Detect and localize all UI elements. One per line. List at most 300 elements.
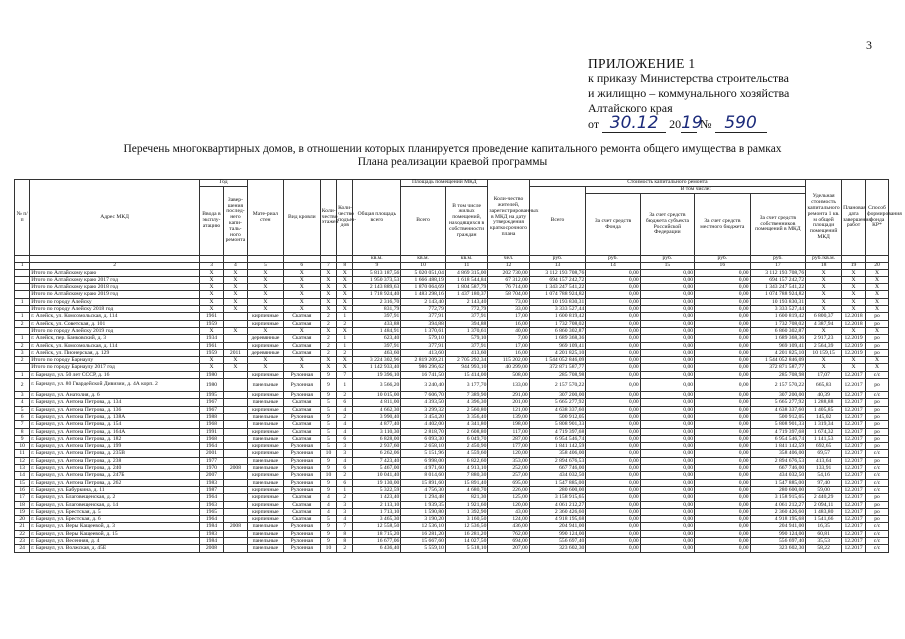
- cell: 0,00: [640, 269, 694, 276]
- cell: 3 177,70: [445, 379, 487, 392]
- cell: X: [223, 298, 247, 305]
- col-index: 12: [488, 262, 529, 269]
- cell: 0,00: [640, 465, 694, 472]
- cell: [223, 342, 247, 349]
- cell: X: [200, 269, 224, 276]
- cell: 4 387,94: [806, 320, 842, 327]
- cell: 0,00: [640, 357, 694, 364]
- row-address: Итого по городу Алейску 2019 год: [30, 327, 200, 334]
- cell: 9: [320, 523, 336, 530]
- cell: X: [223, 276, 247, 283]
- cell: 204 941,00: [750, 523, 806, 530]
- cell: 0,00: [695, 508, 751, 515]
- cell: X: [866, 291, 889, 298]
- row-number: 10: [15, 443, 30, 450]
- cell: 0,00: [640, 413, 694, 420]
- cell: 0,00: [586, 421, 640, 428]
- cell: [223, 508, 247, 515]
- cell: 60,81: [806, 530, 842, 537]
- appendix-line-3: Алтайского края: [588, 101, 673, 115]
- row-address: г. Барнаул, ул. Брестская, д. 6: [30, 516, 200, 523]
- cell: ро: [866, 443, 889, 450]
- cell: 0,00: [586, 371, 640, 378]
- cell: 5 665 277,92: [750, 399, 806, 406]
- col-index: 2: [30, 262, 200, 269]
- cell: Скатная: [283, 435, 320, 442]
- cell: 10: [320, 545, 336, 552]
- row-number: 15: [15, 479, 30, 486]
- table-row: [15, 413, 889, 420]
- row-number: 2: [15, 320, 30, 327]
- cell: 4 918 195,68: [529, 516, 586, 523]
- cell: 0,00: [586, 486, 640, 493]
- cell: ро: [866, 413, 889, 420]
- cell: [223, 545, 247, 552]
- cell: 1 484,91: [353, 327, 401, 334]
- cell: 16,00: [488, 320, 529, 327]
- cell: 397,91: [353, 313, 401, 320]
- row-address: г. Алейск, ул. Комсомольская, д. 114: [30, 313, 200, 320]
- cell: 0,00: [586, 276, 640, 283]
- cell: X: [200, 364, 224, 371]
- cell: 2: [337, 392, 353, 399]
- cell: 6 093,30: [401, 435, 446, 442]
- cell: Скатная: [283, 494, 320, 501]
- cell: 0,00: [586, 313, 640, 320]
- cell: 33,00: [488, 306, 529, 313]
- cell: Рулонная: [283, 486, 320, 493]
- cell: X: [337, 291, 353, 298]
- row-number: 4: [15, 399, 30, 406]
- cell: 0,00: [586, 342, 640, 349]
- cell: 2 658,10: [401, 443, 446, 450]
- cell: 1968: [200, 421, 224, 428]
- cell: 1 405,85: [806, 406, 842, 413]
- cell: 1: [337, 335, 353, 342]
- row-address: Итого по Алтайскому краю: [30, 269, 200, 276]
- cell: 2 450,90: [445, 443, 487, 450]
- row-address: г. Барнаул, ул. Анатолия, д. 6: [30, 392, 200, 399]
- cell: 16 281,20: [401, 530, 446, 537]
- row-number: 3: [15, 392, 30, 399]
- cell: 1 142 933,40: [353, 364, 401, 371]
- cell: 1 483,80: [806, 508, 842, 515]
- cell: 2008: [223, 465, 247, 472]
- cell: 0,00: [695, 537, 751, 544]
- cell: 1 343 247 541,22: [529, 284, 586, 291]
- row-number: 19: [15, 508, 30, 515]
- cell: ро: [866, 516, 889, 523]
- cell: 0,00: [695, 501, 751, 508]
- cell: X: [223, 269, 247, 276]
- cell: 2007: [200, 472, 224, 479]
- cell: 201,00: [488, 399, 529, 406]
- cell: панельные: [247, 537, 283, 544]
- cell: 986 296,62: [401, 364, 446, 371]
- cell: X: [200, 284, 224, 291]
- cell: 0,00: [640, 406, 694, 413]
- row-number: 1: [15, 335, 30, 342]
- unit: руб./кв.м.: [806, 256, 842, 263]
- cell: 12.2017: [842, 428, 866, 435]
- cell: 4: [337, 457, 353, 464]
- cell: 413,60: [401, 349, 446, 356]
- cell: 5 467,00: [353, 465, 401, 472]
- cell: 0,00: [586, 523, 640, 530]
- cell: 0,00: [695, 523, 751, 530]
- cell: X: [806, 269, 842, 276]
- row-number: 18: [15, 501, 30, 508]
- col-floors-header: Коли-чество этажей: [320, 180, 336, 256]
- table-row: [15, 508, 889, 515]
- cell: 4: [337, 428, 353, 435]
- cell: 1 689 368,36: [529, 335, 586, 342]
- cell: Скатная: [283, 320, 320, 327]
- row-address: г. Барнаул, ул. Антона Петрова, д. 247Б: [30, 472, 200, 479]
- cell: 944 993,10: [445, 364, 487, 371]
- cell: 12.2017: [842, 545, 866, 552]
- cell: X: [247, 364, 283, 371]
- cell: X: [806, 327, 842, 334]
- table-row: [15, 421, 889, 428]
- row-address: г. Барнаул, ул. Антона Петрова, д. 164А: [30, 428, 200, 435]
- table-row: [15, 342, 889, 349]
- cell: 3 190,20: [401, 516, 446, 523]
- cell: 307 200,00: [750, 392, 806, 399]
- cell: 0,00: [695, 479, 751, 486]
- cell: Рулонная: [283, 545, 320, 552]
- row-number: 6: [15, 413, 30, 420]
- cell: 0,00: [640, 349, 694, 356]
- cell: 10 193 830,31: [529, 298, 586, 305]
- cell: с/с: [866, 450, 889, 457]
- cell: 4: [320, 501, 336, 508]
- cell: X: [842, 327, 866, 334]
- cell: 67 312,00: [488, 276, 529, 283]
- row-address: г. Алейск, ул. Советская, д. 101: [30, 320, 200, 327]
- cell: 5 151,96: [401, 450, 446, 457]
- cell: X: [200, 327, 224, 334]
- cell: 0,00: [695, 465, 751, 472]
- cell: 0,00: [695, 357, 751, 364]
- table-row: [15, 371, 889, 378]
- cell: [223, 392, 247, 399]
- cell: [223, 479, 247, 486]
- cell: 1 544 052 846,09: [750, 357, 806, 364]
- cell: 4: [337, 421, 353, 428]
- cell: 969 109,41: [750, 342, 806, 349]
- cell: 1 732 708,02: [750, 320, 806, 327]
- row-number: 2: [15, 342, 30, 349]
- cell: [223, 450, 247, 457]
- order-number: 590: [724, 113, 757, 133]
- cell: 12.2019: [842, 342, 866, 349]
- table-row: [15, 494, 889, 501]
- cell: 12.2019: [842, 335, 866, 342]
- cell: 5: [320, 516, 336, 523]
- cell: 5 808 901,33: [529, 421, 586, 428]
- cell: Рулонная: [283, 450, 320, 457]
- cell: X: [247, 291, 283, 298]
- row-number: 8: [15, 428, 30, 435]
- cell: 0,00: [640, 443, 694, 450]
- cell: 287,00: [488, 435, 529, 442]
- cell: 9: [320, 413, 336, 420]
- table-row: [15, 313, 889, 320]
- row-address: г. Барнаул, ул. Благовещенская, д. 2: [30, 494, 200, 501]
- cell: 1984: [200, 523, 224, 530]
- table-row: [15, 516, 889, 523]
- row-number: 21: [15, 523, 30, 530]
- cell: X: [200, 276, 224, 283]
- cell: X: [247, 357, 283, 364]
- cell: 1934: [200, 335, 224, 342]
- row-address: г. Барнаул, ул. Веры Кащеевой, д. 15: [30, 530, 200, 537]
- cell: 0,00: [695, 371, 751, 378]
- cell: 0,00: [640, 479, 694, 486]
- col-index: 5: [247, 262, 283, 269]
- cell: [223, 435, 247, 442]
- cell: 4 393,50: [401, 399, 446, 406]
- col-cost-total-header: Всего: [529, 187, 586, 256]
- cell: X: [283, 306, 320, 313]
- cell: 1 804 587,79: [445, 284, 487, 291]
- cell: 0,00: [586, 349, 640, 356]
- cell: 8: [337, 530, 353, 537]
- cell: 665,83: [806, 379, 842, 392]
- cell: ро: [866, 320, 889, 327]
- date-day: 30.12: [609, 113, 659, 133]
- cell: 1 841 142,59: [750, 443, 806, 450]
- title-line-1: Перечень многоквартирных домов, в отношении которых планируется проведение капитального ремонта общего имущества в рамках: [123, 143, 782, 155]
- cell: 120,00: [488, 501, 529, 508]
- cell: 9: [320, 392, 336, 399]
- cell: 12.2017: [842, 435, 866, 442]
- cell: [223, 494, 247, 501]
- cell: 1967: [200, 406, 224, 413]
- cell: 5 518,10: [445, 545, 487, 552]
- cell: [223, 406, 247, 413]
- cell: 145,02: [806, 413, 842, 420]
- cell: X: [866, 364, 889, 371]
- cell: 12.2017: [842, 379, 866, 392]
- cell: 12.2017: [842, 413, 866, 420]
- cell: Скатная: [283, 516, 320, 523]
- cell: 0,00: [586, 399, 640, 406]
- cell: ро: [866, 399, 889, 406]
- cell: 0,00: [695, 269, 751, 276]
- cell: [223, 335, 247, 342]
- cell: 4 971,60: [401, 465, 446, 472]
- cell: 1995: [200, 392, 224, 399]
- cell: 12 558,50: [353, 523, 401, 530]
- cell: ро: [866, 335, 889, 342]
- cell: Рулонная: [283, 443, 320, 450]
- cell: 198,00: [488, 421, 529, 428]
- cell: 12.2017: [842, 450, 866, 457]
- cell: 124,00: [488, 516, 529, 523]
- cell: 1 370,61: [445, 327, 487, 334]
- cell: 0,00: [586, 457, 640, 464]
- cell: 9: [320, 371, 336, 378]
- cell: кирпичные: [247, 508, 283, 515]
- cell: кирпичные: [247, 371, 283, 378]
- cell: Скатная: [283, 421, 320, 428]
- cell: 2 143,40: [445, 298, 487, 305]
- cell: деревянные: [247, 349, 283, 356]
- cell: X: [866, 269, 889, 276]
- cell: панельные: [247, 479, 283, 486]
- cell: 0,00: [640, 523, 694, 530]
- cell: 4 201 825,10: [529, 349, 586, 356]
- cell: 0,00: [695, 342, 751, 349]
- cell: 1980: [200, 371, 224, 378]
- cell: 1 939,35: [401, 501, 446, 508]
- date-from-label: от: [588, 117, 600, 131]
- cell: 2 608,80: [445, 428, 487, 435]
- col-area-group-header: Площадь помещений МКД: [401, 180, 488, 187]
- cell: Рулонная: [283, 379, 320, 392]
- cell: 394,88: [401, 320, 446, 327]
- cell: 2 143 889,63: [353, 284, 401, 291]
- cell: 0,00: [640, 494, 694, 501]
- cell: X: [283, 364, 320, 371]
- col-index: 20: [866, 262, 889, 269]
- cell: 377,91: [401, 342, 446, 349]
- cell: 12.2017: [842, 399, 866, 406]
- table-row: [15, 457, 889, 464]
- cell: 413,64: [806, 457, 842, 464]
- cell: [223, 501, 247, 508]
- cell: кирпичные: [247, 501, 283, 508]
- cell: ро: [866, 342, 889, 349]
- cell: 3 240,40: [401, 379, 446, 392]
- cell: 0,00: [640, 364, 694, 371]
- cell: кирпичные: [247, 516, 283, 523]
- table-row: [15, 472, 889, 479]
- cell: 0,00: [640, 399, 694, 406]
- col-federal-header: За счет средств бюджета субъекта Российской Федерации: [640, 194, 694, 256]
- cell: 12.2017: [842, 465, 866, 472]
- cell: 12.2017: [842, 457, 866, 464]
- row-number: 7: [15, 421, 30, 428]
- cell: [223, 371, 247, 378]
- cell: X: [320, 327, 336, 334]
- cell: Рулонная: [283, 479, 320, 486]
- cell: 280 600,00: [750, 486, 806, 493]
- cell: 5 813 187,56: [353, 269, 401, 276]
- cell: 1988: [200, 413, 224, 420]
- cell: 0,00: [640, 545, 694, 552]
- cell: X: [320, 284, 336, 291]
- row-address: Итого по городу Барнаулу: [30, 357, 200, 364]
- cell: 6 262,06: [353, 450, 401, 457]
- cell: 500 912,05: [529, 413, 586, 420]
- cell: с/с: [866, 465, 889, 472]
- summary-row: [15, 284, 889, 291]
- cell: 692,65: [806, 443, 842, 450]
- cell: 969 109,41: [529, 342, 586, 349]
- cell: 434 032,50: [750, 472, 806, 479]
- cell: X: [223, 291, 247, 298]
- table-row: [15, 435, 889, 442]
- row-address: г. Алейск, пер. Банковский, д. 3: [30, 335, 200, 342]
- cell: 1 074 788 924,82: [529, 291, 586, 298]
- cell: 0,00: [695, 545, 751, 552]
- cell: 2: [337, 545, 353, 552]
- cell: 0,00: [586, 406, 640, 413]
- cell: X: [842, 276, 866, 283]
- cell: с/с: [866, 530, 889, 537]
- cell: 8 014,60: [401, 472, 446, 479]
- cell: 15 891,60: [401, 479, 446, 486]
- cell: X: [337, 269, 353, 276]
- row-address: г. Барнаул, ул. 80 Гвардейской Дивизии, д. 4А корп. 2: [30, 379, 200, 392]
- cell: 5: [320, 399, 336, 406]
- cell: 2 705 292,34: [445, 357, 487, 364]
- cell: X: [866, 298, 889, 305]
- cell: 463,60: [353, 349, 401, 356]
- cell: 0,00: [695, 284, 751, 291]
- cell: 1 541,66: [806, 516, 842, 523]
- cell: 16 741,50: [401, 371, 446, 378]
- cell: 2008: [223, 523, 247, 530]
- cell: 226,00: [488, 486, 529, 493]
- cell: 6: [337, 479, 353, 486]
- cell: [223, 530, 247, 537]
- cell: 0,00: [640, 530, 694, 537]
- cell: 1 618 544,84: [445, 276, 487, 283]
- cell: с/с: [866, 472, 889, 479]
- cell: Рулонная: [283, 530, 320, 537]
- row-address: г. Барнаул, ул. Бабуркина, д. 11: [30, 486, 200, 493]
- cell: 1961: [200, 313, 224, 320]
- cell: 4 396,30: [445, 399, 487, 406]
- table-row: [15, 443, 889, 450]
- cell: кирпичные: [247, 406, 283, 413]
- table-row: [15, 335, 889, 342]
- cell: 556 697,40: [529, 537, 586, 544]
- cell: 7: [337, 523, 353, 530]
- cell: 0,00: [586, 443, 640, 450]
- cell: 12.2017: [842, 371, 866, 378]
- col-total-area-header: Общая площадь всего: [353, 180, 401, 256]
- cell: 204 941,00: [529, 523, 586, 530]
- row-number: [15, 291, 30, 298]
- cell: [223, 516, 247, 523]
- cell: 556 697,40: [750, 537, 806, 544]
- cell: 0,00: [640, 516, 694, 523]
- cell: 54,16: [806, 472, 842, 479]
- row-address: г. Барнаул, ул. Весенняя, д. 4: [30, 537, 200, 544]
- col-planned-date-header: Плановая дата завершения работ: [842, 180, 866, 256]
- cell: 9: [320, 379, 336, 392]
- col-unit-cost-header: Удельная стоимость капитального ремонта 1 кв. м общей площади помещений МКД: [806, 180, 842, 256]
- col-address-header: Адрес МКД: [30, 180, 200, 256]
- col-fund-header: За счет средств Фонда: [586, 194, 640, 256]
- cell: 667 746,00: [529, 465, 586, 472]
- cell: 15 891,40: [445, 479, 487, 486]
- cell: 3 356,40: [445, 413, 487, 420]
- cell: 0,00: [695, 406, 751, 413]
- cell: 1963: [200, 501, 224, 508]
- cell: 76 714,00: [488, 284, 529, 291]
- cell: 623,40: [353, 335, 401, 342]
- cell: 19 396,10: [353, 371, 401, 378]
- cell: 9: [320, 537, 336, 544]
- col-entrances-header: Коли-чество подъез-дов: [337, 180, 353, 256]
- row-number: 24: [15, 545, 30, 552]
